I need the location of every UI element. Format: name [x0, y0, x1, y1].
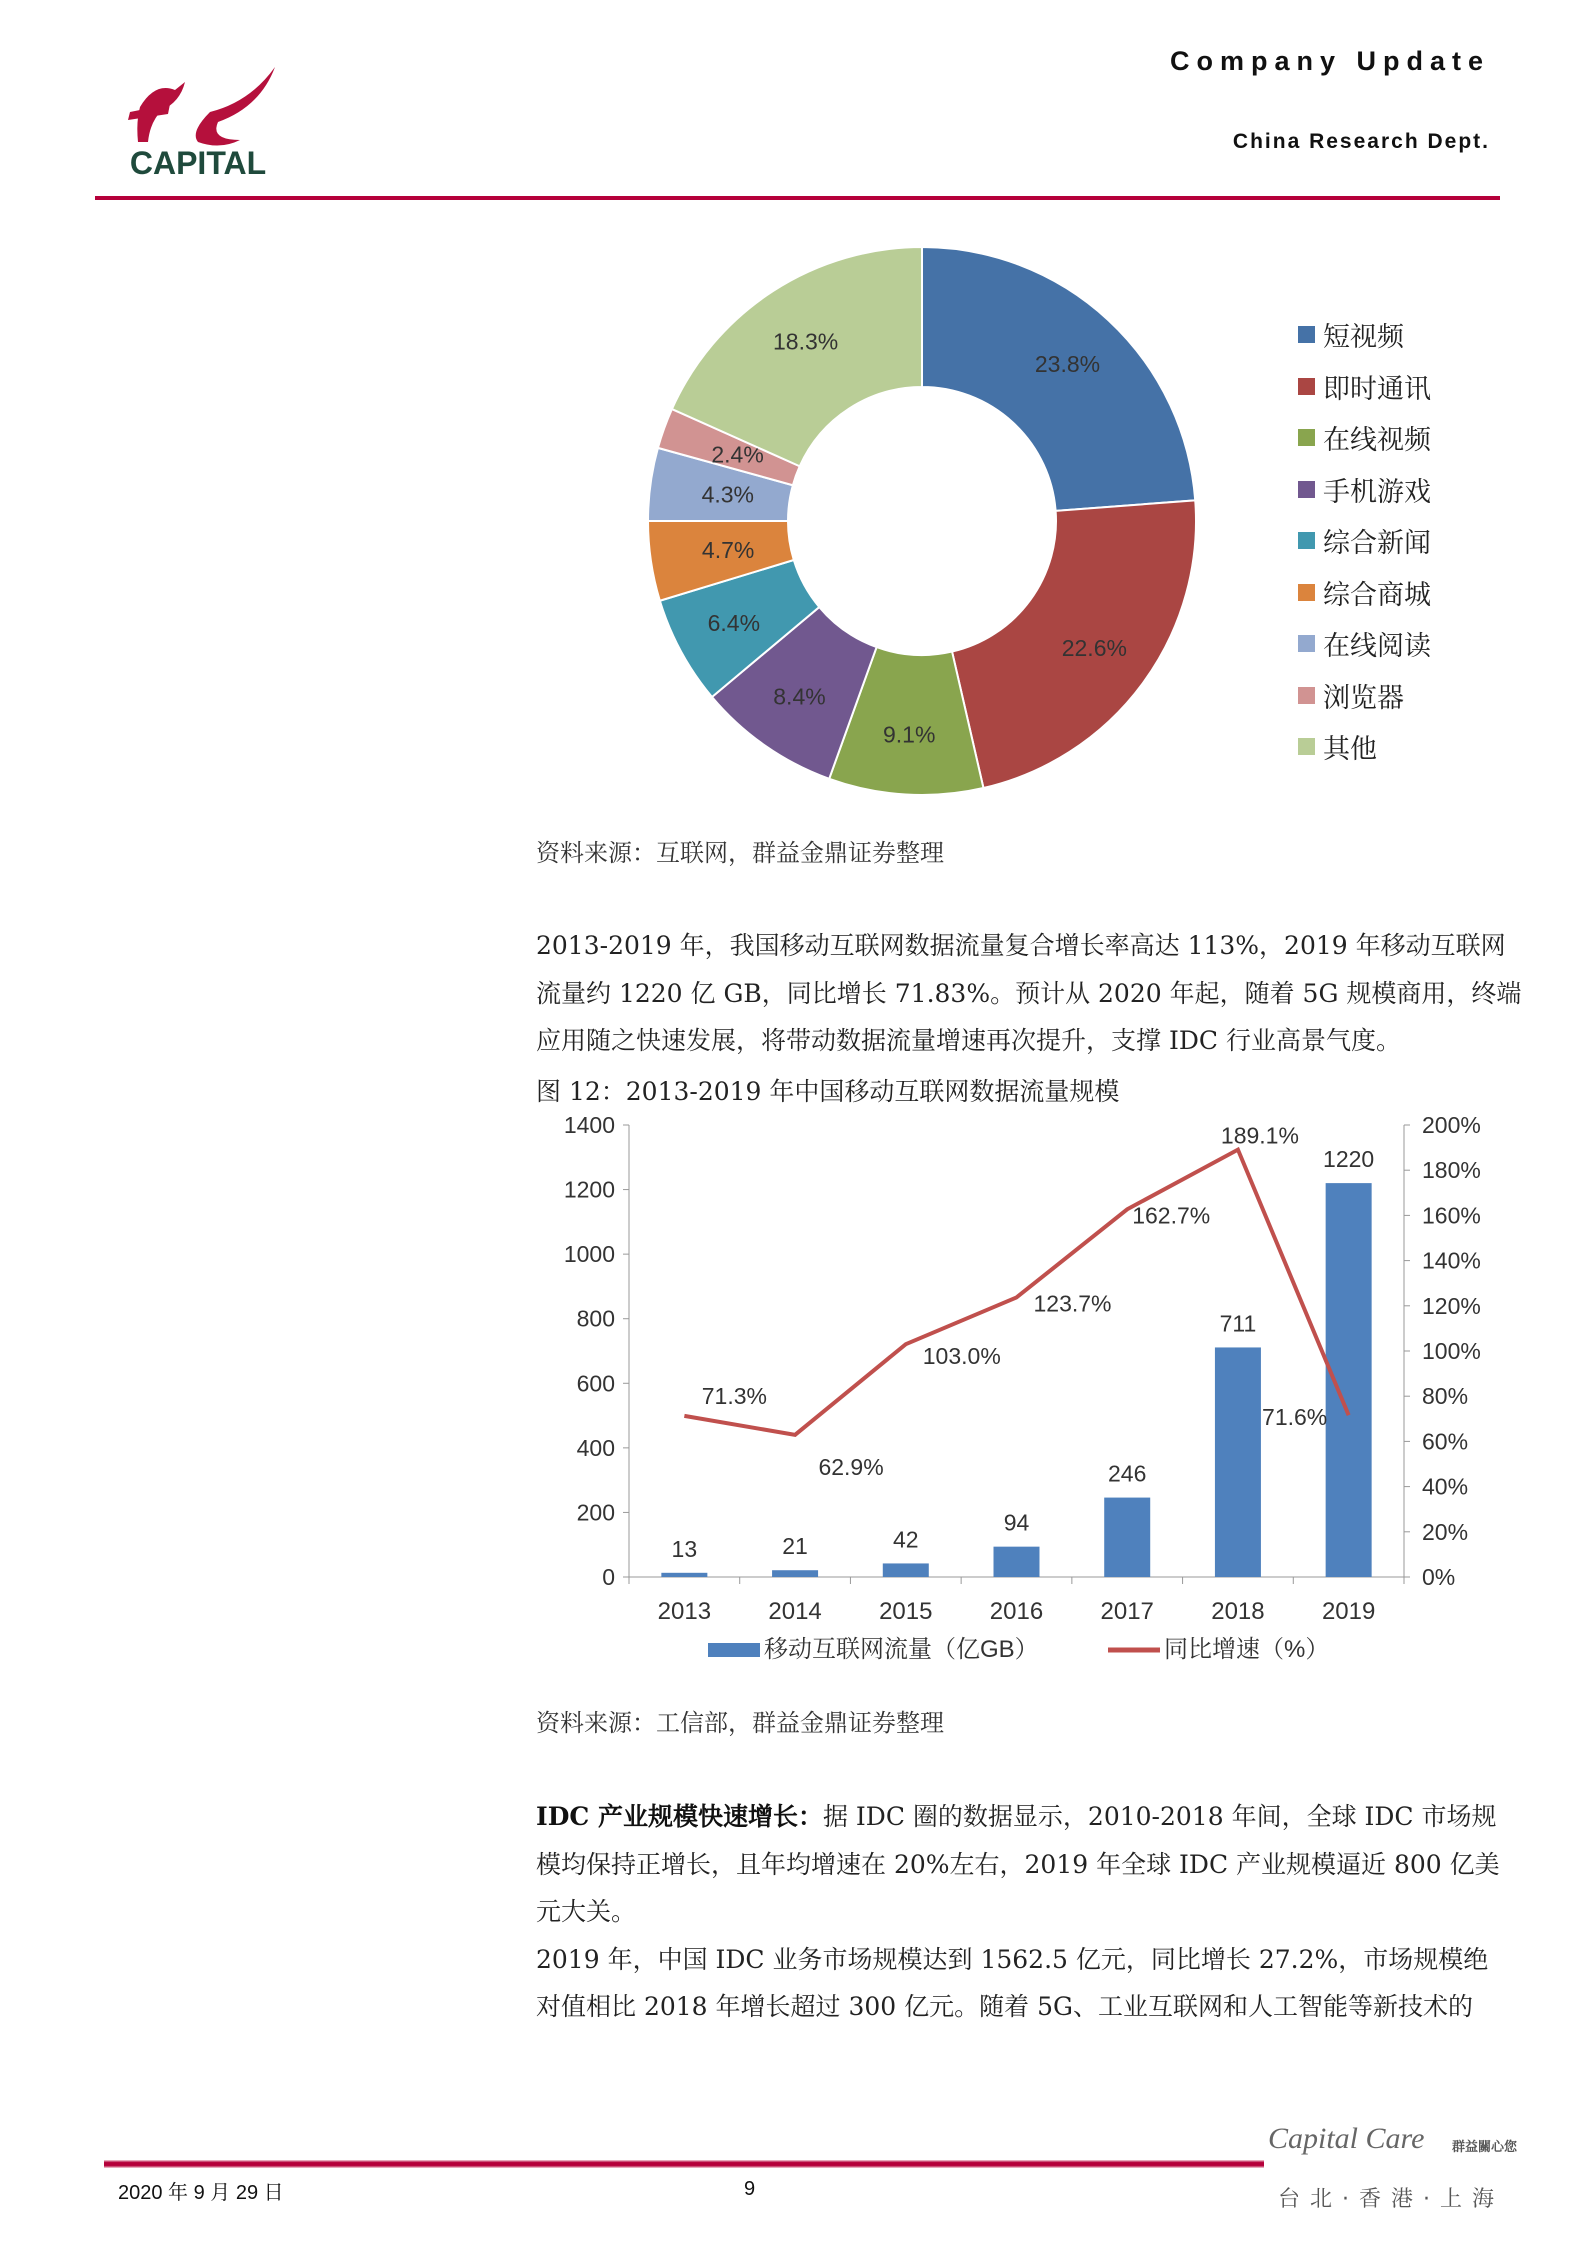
- paragraph-lead: IDC 产业规模快速增长：: [536, 1802, 823, 1831]
- y-tick-label: 1200: [563, 1176, 615, 1203]
- bar: [994, 1547, 1040, 1577]
- y-tick-label: 200: [576, 1499, 615, 1526]
- legend-label: 在线视频: [1323, 425, 1431, 456]
- paragraph-line: 2019 年，中国 IDC 业务市场规模达到 1562.5 亿元，同比增长 27.2%，市场规模绝: [536, 1944, 1489, 1974]
- bar-label: 246: [1108, 1460, 1147, 1487]
- legend-item: [1298, 573, 1431, 612]
- footer-cities: 台北·香港·上海: [1278, 2187, 1504, 2212]
- x-tick-label: 2014: [768, 1598, 822, 1625]
- legend-item: [1298, 624, 1431, 663]
- y-tick-label: 800: [576, 1305, 615, 1332]
- legend-item: [1298, 367, 1431, 406]
- y2-tick-label: 140%: [1422, 1247, 1481, 1274]
- legend-label: 在线阅读: [1323, 631, 1431, 662]
- y2-tick-label: 60%: [1422, 1428, 1469, 1455]
- bar-label: 711: [1219, 1310, 1257, 1337]
- y2-tick-label: 160%: [1422, 1202, 1481, 1229]
- paragraph-text: 据 IDC 圈的数据显示，2010-2018 年间，全球 IDC 市场规: [822, 1802, 1497, 1831]
- bar-label: 94: [1003, 1509, 1030, 1536]
- y-tick-label: 1400: [563, 1112, 615, 1138]
- legend-swatch: [1298, 635, 1315, 652]
- capital-care-logo: Capital Care: [1268, 2122, 1425, 2155]
- y-tick-label: 600: [576, 1370, 615, 1397]
- capital-logo: [100, 62, 300, 182]
- legend-label: 浏览器: [1323, 682, 1404, 714]
- line-label: 123.7%: [1033, 1290, 1112, 1317]
- x-tick-label: 2018: [1211, 1598, 1265, 1625]
- paragraph-2: [536, 1793, 1516, 2031]
- paragraph-line: 流量约 1220 亿 GB，同比增长 71.83%。预计从 2020 年起，随着 5G 规模商用，终端: [536, 978, 1522, 1008]
- pie-label: 6.4%: [707, 609, 761, 636]
- legend-swatch: [1298, 481, 1315, 498]
- footer-divider: [104, 2160, 1264, 2168]
- x-tick-label: 2015: [879, 1598, 933, 1625]
- pie-label: 23.8%: [1034, 351, 1101, 378]
- legend-item: [1298, 676, 1404, 715]
- bar: [772, 1570, 818, 1577]
- legend-item: [1298, 418, 1431, 457]
- paragraph-line: 元大关。: [536, 1897, 637, 1926]
- x-tick-label: 2013: [657, 1598, 712, 1625]
- legend-swatch-bar: [708, 1643, 760, 1657]
- pie-label: 22.6%: [1061, 634, 1127, 661]
- legend-swatch: [1298, 738, 1315, 755]
- line-label: 71.6%: [1262, 1404, 1328, 1431]
- legend-item: [1298, 521, 1431, 560]
- header-title: Company Update: [1169, 46, 1490, 76]
- legend-label: 短视频: [1323, 322, 1404, 353]
- legend-swatch: [1298, 326, 1315, 343]
- legend-label: 其他: [1323, 734, 1377, 765]
- line-label: 189.1%: [1220, 1122, 1299, 1149]
- line-label: 71.3%: [701, 1382, 767, 1409]
- legend-item: [1298, 315, 1404, 354]
- paragraph-line: 应用随之快速发展，将带动数据流量增速再次提升，支撑 IDC 行业高景气度。: [536, 1026, 1401, 1055]
- legend-swatch: [1298, 378, 1315, 395]
- legend-swatch: [1298, 687, 1315, 704]
- bar: [661, 1573, 707, 1577]
- bar-label: 1220: [1323, 1146, 1375, 1173]
- legend-item: [1298, 727, 1377, 766]
- y2-tick-label: 120%: [1422, 1292, 1481, 1319]
- y2-tick-label: 200%: [1422, 1112, 1481, 1138]
- donut-chart: [600, 220, 1240, 820]
- source-note-2: 资料来源：工信部，群益金鼎证券整理: [536, 1709, 944, 1737]
- legend-label-bar: 移动互联网流量（亿GB）: [764, 1636, 1039, 1663]
- pie-label: 2.4%: [711, 441, 764, 468]
- legend-swatch: [1298, 429, 1315, 446]
- bar-label: 42: [892, 1526, 919, 1553]
- header-divider: [95, 196, 1500, 200]
- line-label: 162.7%: [1132, 1202, 1211, 1229]
- bar: [883, 1563, 929, 1577]
- paragraph-line: 2013-2019 年，我国移动互联网数据流量复合增长率高达 113%，2019 年移动互联网: [536, 931, 1506, 960]
- legend-swatch: [1298, 532, 1315, 549]
- paragraph-1: [536, 922, 1522, 1065]
- legend-label-line: 同比增速（%）: [1164, 1636, 1330, 1663]
- traffic-chart: [520, 1100, 1520, 1690]
- capital-care-cn: 群益關心您: [1452, 2140, 1518, 2155]
- legend-label: 综合新闻: [1323, 528, 1431, 559]
- y2-tick-label: 180%: [1422, 1157, 1481, 1184]
- x-tick-label: 2019: [1321, 1598, 1376, 1625]
- paragraph-line: 对值相比 2018 年增长超过 300 亿元。随着 5G、工业互联网和人工智能等新技术的: [536, 1992, 1473, 2021]
- legend-swatch: [1298, 584, 1315, 601]
- x-tick-label: 2017: [1100, 1598, 1154, 1625]
- legend-label: 即时通讯: [1323, 373, 1431, 405]
- line-label: 62.9%: [818, 1453, 884, 1480]
- y2-tick-label: 100%: [1422, 1338, 1481, 1364]
- bar: [1215, 1347, 1261, 1577]
- logo-text: CAPITAL: [129, 145, 267, 181]
- y2-tick-label: 80%: [1422, 1383, 1469, 1410]
- y2-tick-label: 40%: [1422, 1473, 1469, 1500]
- figure-title: 图 12：2013-2019 年中国移动互联网数据流量规模: [536, 1077, 1120, 1106]
- bar-label: 13: [671, 1535, 698, 1562]
- pie-slice: [922, 247, 1195, 511]
- legend-item: [1298, 470, 1431, 509]
- source-note-1: 资料来源：互联网，群益金鼎证券整理: [536, 839, 944, 867]
- y-tick-label: 400: [576, 1434, 615, 1461]
- paragraph-line: 模均保持正增长，且年均增速在 20%左右，2019 年全球 IDC 产业规模逼近 800 亿美: [536, 1849, 1500, 1879]
- y2-tick-label: 20%: [1422, 1518, 1469, 1545]
- y-tick-label: 0: [602, 1564, 615, 1590]
- y2-tick-label: 0%: [1422, 1564, 1456, 1590]
- line-label: 103.0%: [922, 1343, 1001, 1370]
- page-number: 9: [744, 2178, 756, 2200]
- legend-label: 手机游戏: [1323, 476, 1431, 508]
- bar-label: 21: [782, 1533, 808, 1560]
- x-tick-label: 2016: [989, 1598, 1044, 1625]
- y-tick-label: 1000: [563, 1241, 615, 1268]
- pie-label: 9.1%: [883, 721, 936, 748]
- pie-label: 4.3%: [701, 481, 755, 508]
- bar: [1104, 1498, 1150, 1577]
- paragraph-line: [536, 1793, 1516, 1841]
- pie-label: 8.4%: [773, 683, 826, 710]
- pie-label: 4.7%: [701, 536, 755, 563]
- footer-date: 2020 年 9 月 29 日: [118, 2182, 284, 2204]
- header-dept: China Research Dept.: [1232, 130, 1490, 153]
- legend-label: 综合商城: [1323, 579, 1431, 611]
- pie-label: 18.3%: [773, 328, 839, 355]
